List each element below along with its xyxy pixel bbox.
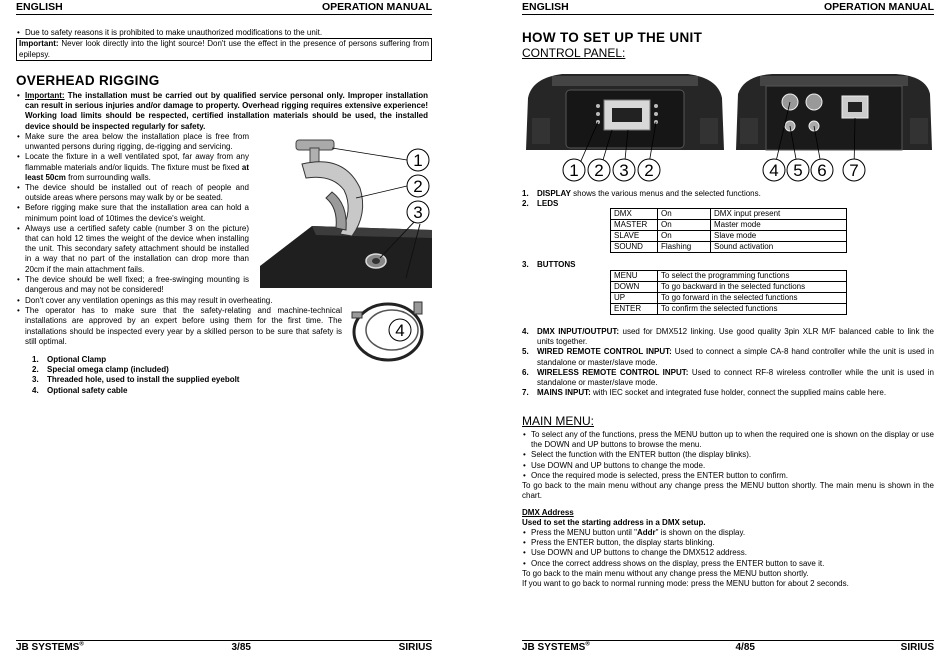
led-state: On <box>658 231 711 242</box>
table-row <box>611 304 847 315</box>
item-text: shows the various menus and the selected functions. <box>573 189 761 198</box>
item-mains-input <box>522 388 934 398</box>
button-desc: To confirm the selected functions <box>658 304 847 315</box>
table-row <box>611 271 847 282</box>
rigging-bullet-2 <box>16 152 249 183</box>
leds-table <box>610 208 847 253</box>
panel-callout-1: 1 <box>569 161 579 180</box>
item-num: 2. <box>522 199 529 209</box>
intro-list <box>16 28 432 38</box>
item-text: Used to connect a simple CA-8 hand controller while the unit is used in standalone or master/slave mode. <box>537 347 934 367</box>
buttons-table <box>610 270 847 315</box>
rigging-bullet-3: • The device should be installed out of reach of people and outside areas where persons may walk by or be seated. <box>16 183 249 203</box>
page-header <box>16 0 432 15</box>
dmx-bullet-1 <box>522 528 934 538</box>
rigging-bullet-2-bold: at least 50cm <box>25 162 249 182</box>
item-buttons <box>522 260 934 270</box>
control-panel-title: CONTROL PANEL: <box>522 46 626 60</box>
dmx-bullet-4: • Once the correct address shows on the display, press the ENTER button to save it. <box>522 559 934 569</box>
dmx-address-title: DMX Address <box>522 508 574 517</box>
intro-bullet: • Due to safety reasons it is prohibited to make unauthorized modifications to the unit. <box>16 28 432 38</box>
footer-brand-reg: ® <box>79 641 84 648</box>
item-wired-remote <box>522 347 934 367</box>
item-num: 4. <box>522 327 529 336</box>
main-menu-bullet-2: • Select the function with the ENTER button (the display blinks). <box>522 450 934 460</box>
part-num: 3. <box>32 375 39 385</box>
footer-page: 3/85 <box>231 641 251 653</box>
button-desc: To go forward in the selected functions <box>658 293 847 304</box>
rigging-bullet-6: • The device should be well fixed; a free-swinging mounting is dangerous and may not be considered! <box>16 275 249 295</box>
item-label: BUTTONS <box>537 260 576 269</box>
main-menu-title: MAIN MENU: <box>522 414 594 428</box>
item-text: used for DMX512 linking. Use good quality 3pin XLR M/F balanced cable to link the units together. <box>537 327 934 347</box>
rigging-important-label: Important: <box>25 91 65 100</box>
item-num: 3. <box>522 260 529 269</box>
part-num: 2. <box>32 365 39 375</box>
footer-brand-name: JB SYSTEMS <box>16 641 80 653</box>
main-menu-bullet-1: • To select any of the functions, press the MENU button up to when the required one is shown on the display or use the DOWN and UP buttons to browse the menu. <box>522 430 934 450</box>
rigging-title: OVERHEAD RIGGING <box>16 73 160 88</box>
rigging-bullet-4: • Before rigging make sure that the installation area can hold a minimum point load of 10times the device's weight. <box>16 203 249 223</box>
panel-callout-2: 2 <box>594 161 604 180</box>
panel-callout-6: 6 <box>817 161 827 180</box>
dmx-bullet-1-post: " is shown on the display. <box>655 528 746 537</box>
control-panel-illustration <box>522 70 728 184</box>
callout-1: 1 <box>413 151 423 170</box>
connector-panel-illustration <box>734 70 934 184</box>
item-num: 7. <box>522 388 529 398</box>
rigging-bullet-7: • Don't cover any ventilation openings as this may result in overheating. <box>16 296 342 306</box>
led-desc: Master mode <box>711 220 847 231</box>
item-dmx-io <box>522 327 934 347</box>
part-item <box>32 365 332 375</box>
led-name: DMX <box>611 209 658 220</box>
table-row <box>611 220 847 231</box>
part-num: 4. <box>32 385 39 395</box>
page-footer <box>16 640 432 654</box>
callout-2: 2 <box>413 177 423 196</box>
rigging-important <box>16 91 428 132</box>
item-label: WIRELESS REMOTE CONTROL INPUT: <box>537 367 689 377</box>
dmx-address-subtitle: Used to set the starting address in a DMX setup. <box>522 518 706 527</box>
footer-brand <box>16 641 84 654</box>
dmx-bullet-1-bold: Addr <box>637 528 656 537</box>
main-menu-closing: To go back to the main menu without any change press the MENU button shortly. The main menu is shown in the chart. <box>522 481 934 501</box>
led-desc: Sound activation <box>711 242 847 253</box>
item-3 <box>522 260 934 270</box>
button-name: UP <box>611 293 658 304</box>
button-name: DOWN <box>611 282 658 293</box>
page-footer <box>522 640 934 654</box>
main-menu-bullets <box>522 430 934 481</box>
item-num: 5. <box>522 347 529 357</box>
dmx-bullet-1-pre: Press the MENU button until " <box>531 528 637 537</box>
item-text: Used to connect RF-8 wireless controller while the unit is used in standalone or master/slave mode. <box>537 367 934 388</box>
rigging-bullet-1: • Make sure the area below the installation place is free from unwanted persons during rigging, de-rigging and servicing. <box>16 132 249 152</box>
panel-callout-4: 4 <box>769 161 779 180</box>
item-text: with IEC socket and integrated fuse holder, connect the supplied mains cable here. <box>593 388 887 398</box>
part-item <box>32 375 332 385</box>
item-wireless-remote <box>522 368 934 388</box>
button-name: MENU <box>611 271 658 282</box>
button-name: ENTER <box>611 304 658 315</box>
header-manual: OPERATION MANUAL <box>321 1 432 13</box>
item-label: MAINS INPUT: <box>537 388 591 398</box>
header-language: ENGLISH <box>522 1 569 13</box>
led-state: On <box>658 220 711 231</box>
panel-callout-5: 5 <box>793 161 803 180</box>
part-item <box>32 386 332 396</box>
footer-brand-reg: ® <box>585 641 590 648</box>
header-manual: OPERATION MANUAL <box>823 1 934 13</box>
items-1-2 <box>522 189 934 209</box>
button-desc: To go backward in the selected functions <box>658 282 847 293</box>
item-display <box>522 189 934 199</box>
callout-4: 4 <box>395 321 405 340</box>
footer-model: SIRIUS <box>900 641 934 653</box>
part-label: Optional Clamp <box>47 355 107 364</box>
dmx-bullet-2: • Press the ENTER button, the display starts blinking. <box>522 538 934 548</box>
led-desc: DMX input present <box>711 209 847 220</box>
right-page <box>522 0 934 654</box>
item-label: LEDS <box>537 199 559 209</box>
footer-brand-name: JB SYSTEMS <box>522 641 586 653</box>
led-name: MASTER <box>611 220 658 231</box>
footer-page: 4/85 <box>735 641 755 653</box>
led-state: Flashing <box>658 242 711 253</box>
rigging-bullet-5: • Always use a certified safety cable (number 3 on the picture) that can hold 12 times the weight of the device when installing the unit. This secondary safety attachment should be installed in a way that no part of the installation can drop more than 20cm if the main attachment fails. <box>16 224 249 275</box>
part-label: Optional safety cable <box>47 385 128 395</box>
rigging-bullet-2-text: Locate the fixture in a well ventilated spot, far away from any flammable materials and/or liquids. The fixture must be fixed <box>25 152 249 172</box>
clamp-illustration <box>256 138 436 290</box>
rigging-bullet-8: • The operator has to make sure that the safety-relating and machine-technical installations are approved by an expert before using them for the first time. The installations should be inspected every year by a skilled person to be sure that safety is still optimal. <box>16 306 342 347</box>
left-page <box>16 0 432 654</box>
item-num: 1. <box>522 189 529 198</box>
part-item <box>32 355 332 365</box>
header-language: ENGLISH <box>16 1 63 13</box>
parts-list <box>32 355 332 396</box>
page-header <box>522 0 934 15</box>
dmx-closing-2: If you want to go back to normal running mode: press the MENU button for about 2 seconds. <box>522 579 849 588</box>
callout-3: 3 <box>413 203 423 222</box>
footer-model: SIRIUS <box>398 641 432 653</box>
important-label: Important: <box>19 39 59 48</box>
footer-brand <box>522 641 590 654</box>
led-state: On <box>658 209 711 220</box>
part-label: Threaded hole, used to install the supplied eyebolt <box>47 375 240 385</box>
table-row <box>611 209 847 220</box>
item-label: WIRED REMOTE CONTROL INPUT: <box>537 347 672 357</box>
rigging-important-list <box>16 91 428 132</box>
main-menu-bullet-3: • Use DOWN and UP buttons to change the mode. <box>522 461 934 471</box>
table-row <box>611 282 847 293</box>
led-name: SOUND <box>611 242 658 253</box>
items-4-7 <box>522 327 934 398</box>
dmx-bullet-3: • Use DOWN and UP buttons to change the DMX512 address. <box>522 548 934 558</box>
dmx-address-bullets <box>522 528 934 569</box>
button-desc: To select the programming functions <box>658 271 847 282</box>
rigging-important-text: The installation must be carried out by qualified service personal only. Improper installation can result in serious injuries and/or damage to property. Overhead rigging requires extensive experience! Working load limits should be respected, certified installation materials should be used, the installed device should be inspected regularly for safety. <box>25 91 428 131</box>
setup-title: HOW TO SET UP THE UNIT <box>522 30 703 45</box>
rigging-bullet-2-rest: from surrounding walls. <box>68 172 151 182</box>
part-label: Special omega clamp (included) <box>47 365 169 375</box>
dmx-closing-1: To go back to the main menu without any change press the MENU button shortly. <box>522 569 809 578</box>
main-menu-bullet-4: • Once the required mode is selected, press the ENTER button to confirm. <box>522 471 934 481</box>
item-num: 6. <box>522 367 529 377</box>
rigging-bullets-wide <box>16 296 342 347</box>
panel-callout-3: 3 <box>619 161 629 180</box>
part-num: 1. <box>32 355 39 364</box>
table-row <box>611 242 847 253</box>
panel-callout-2b: 2 <box>644 161 654 180</box>
safety-cable-illustration <box>348 292 438 372</box>
important-text: Never look directly into the light source! Don't use the effect in the presence of persons suffering from epilepsy. <box>19 39 429 59</box>
led-name: SLAVE <box>611 231 658 242</box>
table-row <box>611 231 847 242</box>
panel-callout-7: 7 <box>849 161 859 180</box>
rigging-bullets-narrow <box>16 132 249 295</box>
led-desc: Slave mode <box>711 231 847 242</box>
table-row <box>611 293 847 304</box>
item-label: DISPLAY <box>537 189 571 198</box>
important-box <box>16 38 432 61</box>
item-label: DMX INPUT/OUTPUT: <box>537 327 620 336</box>
